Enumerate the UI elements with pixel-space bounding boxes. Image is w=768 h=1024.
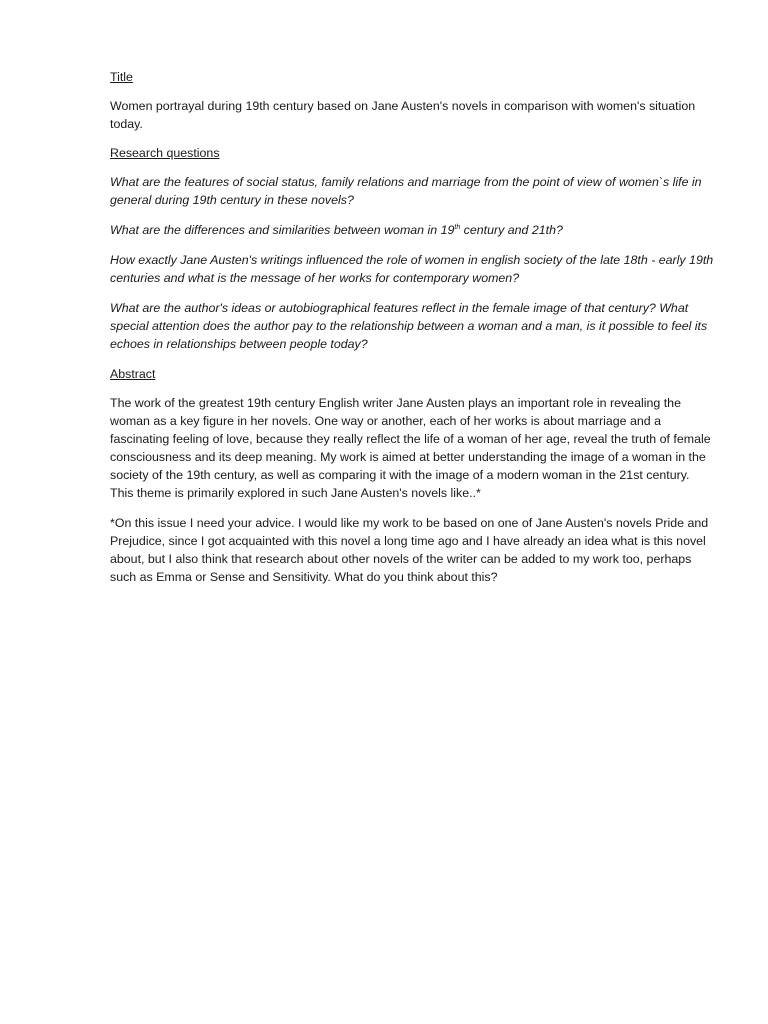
research-question-2-end: century and 21th? <box>460 223 563 237</box>
advice-note: *On this issue I need your advice. I would like my work to be based on one of Jane Austen's novels Pride and Prejudice, since I got acquainted with this novel a long time ago and I have already an idea what is this novel about, but I also think that research about other novels of the writer can be added to my work too, perhaps such as Emma or Sense and Sensitivity. What do you think about this? <box>110 516 709 584</box>
title-heading: Title <box>110 70 133 84</box>
research-question-4: What are the author's ideas or autobiographical features reflect in the female image of that century? What special attention does the author pay to the relationship between a woman and a man, is it possible to feel its echoes in relationships between people today? <box>110 301 708 351</box>
research-question-3: How exactly Jane Austen's writings influenced the role of women in english society of the late 18th - early 19th centuries and what is the message of her works for contemporary women? <box>110 253 714 285</box>
research-question-2-start: What are the differences and similarities between woman in 19 <box>110 223 455 237</box>
research-questions-heading: Research questions <box>110 146 220 160</box>
superscript-th: th <box>454 223 461 231</box>
research-question-2 <box>110 221 716 239</box>
title-text: Women portrayal during 19th century based on Jane Austen's novels in comparison with women's situation today. <box>110 99 696 131</box>
abstract-heading: Abstract <box>110 367 156 381</box>
abstract-text: The work of the greatest 19th century English writer Jane Austen plays an important role in revealing the woman as a key figure in her novels. One way or another, each of her works is about marriage and a fascinating feeling of love, because they really reflect the life of a woman of her age, reveal the truth of female consciousness and its deep meaning. My work is aimed at better understanding the image of a woman in the society of the 19th century, as well as comparing it with the image of a modern woman in the 21st century. This theme is primarily explored in such Jane Austen's novels like..* <box>110 396 711 500</box>
document-body <box>110 68 716 597</box>
research-question-1: What are the features of social status, family relations and marriage from the point of view of women`s life in general during 19th century in these novels? <box>110 175 702 207</box>
